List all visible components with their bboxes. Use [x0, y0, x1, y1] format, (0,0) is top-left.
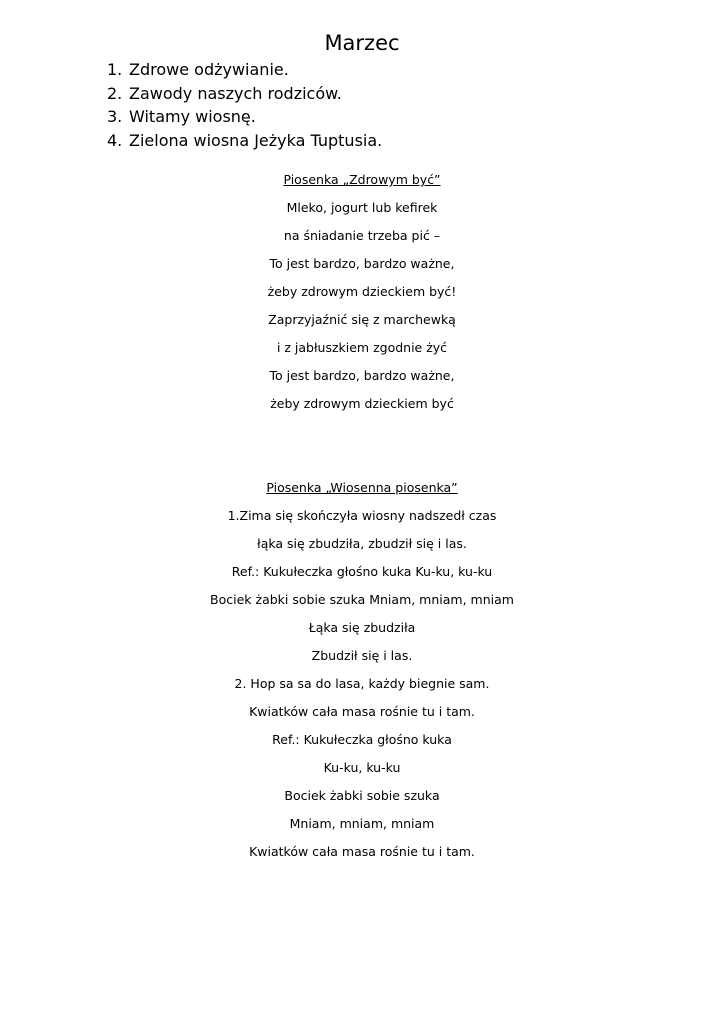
list-item	[107, 58, 382, 82]
list-item-text: Zdrowe odżywianie.	[129, 60, 289, 79]
topic-list	[107, 58, 382, 152]
song-line: Kwiatków cała masa rośnie tu i tam.	[249, 704, 475, 719]
list-item	[107, 105, 382, 129]
song-line: Zaprzyjaźnić się z marchewką	[268, 312, 456, 327]
song-line: Mniam, mniam, mniam	[289, 816, 435, 831]
song-line: żeby zdrowym dzieckiem być!	[267, 284, 457, 299]
list-item-number: 2.	[107, 83, 123, 103]
song-line: Ref.: Kukułeczka głośno kuka	[272, 732, 452, 747]
song-line: Kwiatków cała masa rośnie tu i tam.	[249, 844, 475, 859]
list-item-text: Zielona wiosna Jeżyka Tuptusia.	[129, 130, 383, 150]
song-line: na śniadanie trzeba pić –	[283, 228, 441, 243]
song-line: i z jabłuszkiem zgodnie żyć	[276, 340, 448, 355]
list-item-number: 4.	[107, 130, 123, 150]
song-line: To jest bardzo, bardzo ważne,	[269, 256, 455, 271]
song-line: żeby zdrowym dzieckiem być	[270, 396, 454, 411]
song-line: Ref.: Kukułeczka głośno kuka Ku-ku, ku-ku	[231, 564, 493, 579]
page-title: Marzec	[324, 31, 400, 55]
song-title: Piosenka „Zdrowym być”	[283, 172, 441, 187]
song-line: 1.Zima się skończyła wiosny nadszedł czas	[227, 508, 497, 523]
song-title: Piosenka „Wiosenna piosenka”	[266, 480, 458, 495]
song-zdrowym-byc	[0, 171, 724, 423]
song-wiosenna-piosenka	[0, 479, 724, 871]
song-line: Bociek żabki sobie szuka	[284, 788, 440, 803]
song-line: 2. Hop sa sa do lasa, każdy biegnie sam.	[234, 676, 490, 691]
song-line: łąka się zbudziła, zbudził się i las.	[257, 536, 467, 551]
list-item	[107, 82, 382, 106]
song-line: Ku-ku, ku-ku	[323, 760, 401, 775]
list-item-number: 3.	[107, 107, 123, 126]
list-item-text: Zawody naszych rodziców.	[129, 83, 342, 103]
song-line: Łąka się zbudziła	[308, 620, 416, 635]
list-item	[107, 129, 382, 153]
list-item-number: 1.	[107, 60, 123, 79]
list-item-text: Witamy wiosnę.	[129, 107, 256, 126]
song-line: Mleko, jogurt lub kefirek	[286, 200, 438, 215]
song-line: Zbudził się i las.	[311, 648, 413, 663]
song-line: Bociek żabki sobie szuka Mniam, mniam, mniam	[210, 592, 514, 607]
song-line: To jest bardzo, bardzo ważne,	[269, 368, 455, 383]
